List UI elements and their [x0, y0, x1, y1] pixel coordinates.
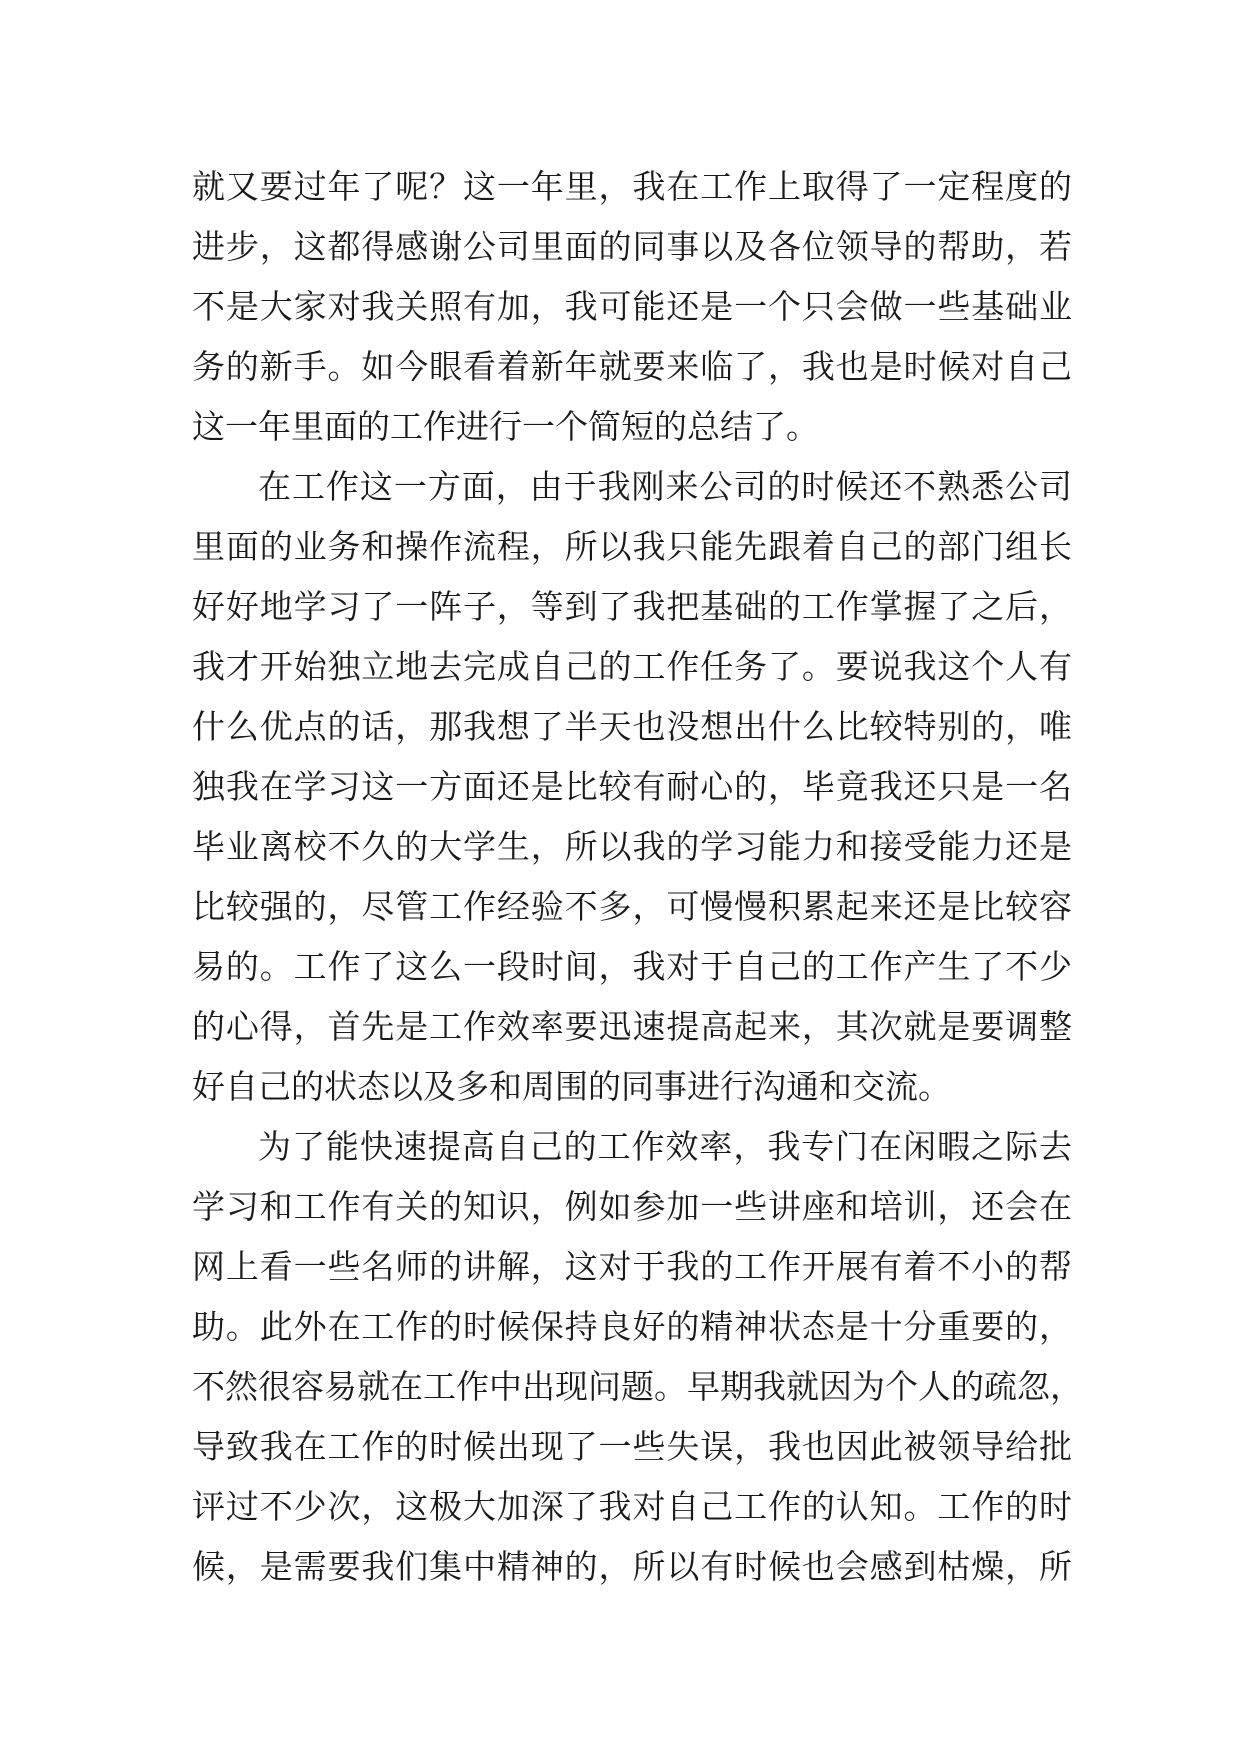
paragraph-2-line-7: 毕业离校不久的大学生，所以我的学习能力和接受能力还是 [192, 827, 1072, 866]
paragraph-2-line-5: 什么优点的话，那我想了半天也没想出什么比较特别的，唯 [192, 707, 1072, 746]
paragraph-3-line-1: 为了能快速提高自己的工作效率，我专门在闲暇之际去 [258, 1127, 1072, 1166]
paragraph-1-line-1: 就又要过年了呢？这一年里，我在工作上取得了一定程度的 [192, 167, 1072, 206]
paragraph-1-line-4: 务的新手。如今眼看着新年就要来临了，我也是时候对自己 [192, 347, 1072, 386]
paragraph-2-line-1: 在工作这一方面，由于我刚来公司的时候还不熟悉公司 [258, 467, 1072, 506]
paragraph-3-line-7: 评过不少次，这极大加深了我对自己工作的认知。工作的时 [192, 1487, 1072, 1526]
paragraph-2-line-8: 比较强的，尽管工作经验不多，可慢慢积累起来还是比较容 [192, 887, 1072, 926]
paragraph-3-line-4: 助。此外在工作的时候保持良好的精神状态是十分重要的， [192, 1307, 1072, 1346]
paragraph-3-line-5: 不然很容易就在工作中出现问题。早期我就因为个人的疏忽， [192, 1367, 1083, 1406]
paragraph-1-line-5: 这一年里面的工作进行一个简短的总结了。 [192, 407, 819, 446]
paragraph-2-line-3: 好好地学习了一阵子，等到了我把基础的工作掌握了之后， [192, 587, 1072, 626]
paragraph-2-line-2: 里面的业务和操作流程，所以我只能先跟着自己的部门组长 [192, 527, 1072, 566]
paragraph-2-line-4: 我才开始独立地去完成自己的工作任务了。要说我这个人有 [192, 647, 1072, 686]
paragraph-1-line-2: 进步，这都得感谢公司里面的同事以及各位领导的帮助，若 [192, 227, 1072, 266]
paragraph-1-line-3: 不是大家对我关照有加，我可能还是一个只会做一些基础业 [192, 287, 1072, 326]
paragraph-2-line-6: 独我在学习这一方面还是比较有耐心的，毕竟我还只是一名 [192, 767, 1072, 806]
paragraph-3-line-3: 网上看一些名师的讲解，这对于我的工作开展有着不小的帮 [192, 1247, 1072, 1286]
document-body [192, 157, 1083, 1597]
paragraph-3-line-8: 候，是需要我们集中精神的，所以有时候也会感到枯燥，所 [192, 1547, 1072, 1586]
paragraph-3-line-2: 学习和工作有关的知识，例如参加一些讲座和培训，还会在 [192, 1187, 1072, 1226]
paragraph-3-line-6: 导致我在工作的时候出现了一些失误，我也因此被领导给批 [192, 1427, 1072, 1466]
paragraph-2-line-9: 易的。工作了这么一段时间，我对于自己的工作产生了不少 [192, 947, 1072, 986]
paragraph-2-line-10: 的心得，首先是工作效率要迅速提高起来，其次就是要调整 [192, 1007, 1072, 1046]
paragraph-2-line-11: 好自己的状态以及多和周围的同事进行沟通和交流。 [192, 1067, 951, 1106]
